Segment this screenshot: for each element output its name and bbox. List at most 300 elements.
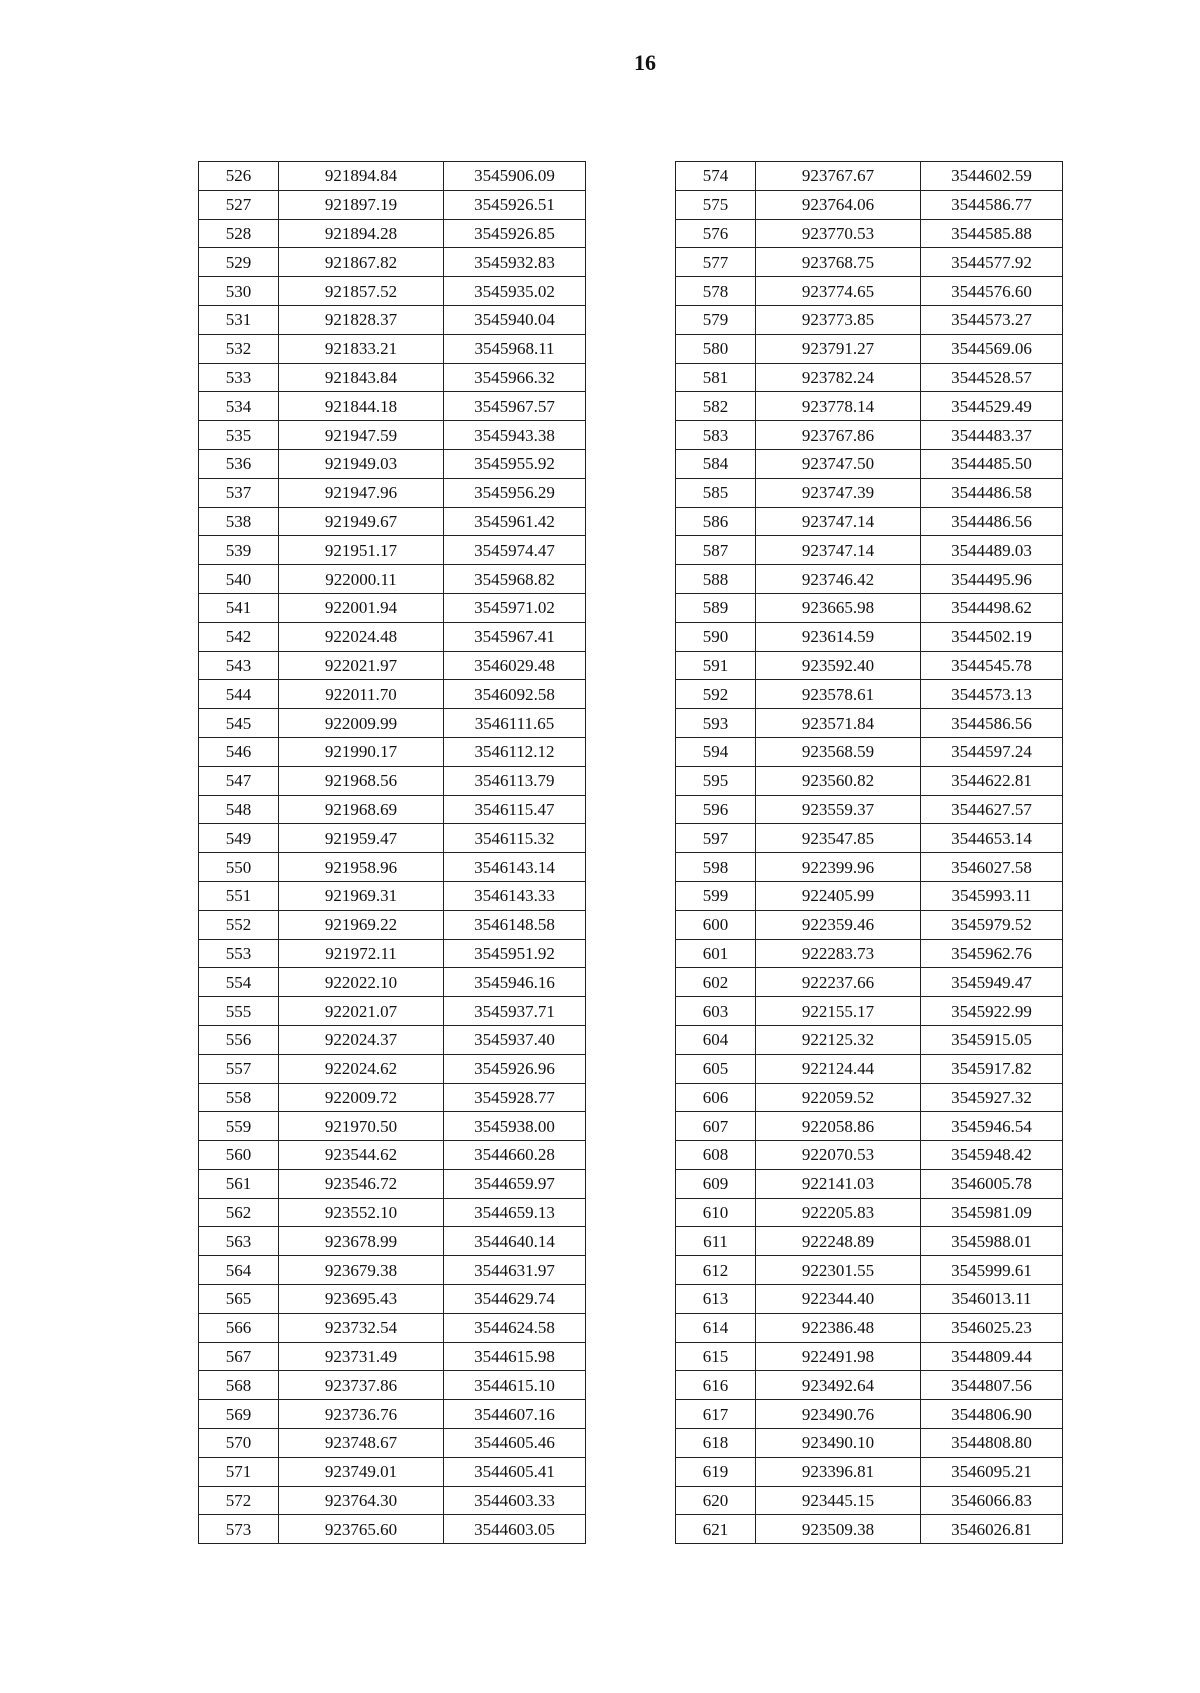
table-row xyxy=(676,997,1063,1026)
y-coordinate-cell: 3544603.33 xyxy=(444,1486,586,1515)
point-number-cell: 618 xyxy=(676,1429,756,1458)
y-coordinate-cell: 3544615.98 xyxy=(444,1342,586,1371)
x-coordinate-cell: 923732.54 xyxy=(279,1313,444,1342)
y-coordinate-cell: 3544653.14 xyxy=(921,824,1063,853)
point-number-cell: 612 xyxy=(676,1256,756,1285)
x-coordinate-cell: 923578.61 xyxy=(756,680,921,709)
table-row xyxy=(676,392,1063,421)
y-coordinate-cell: 3544631.97 xyxy=(444,1256,586,1285)
y-coordinate-cell: 3545988.01 xyxy=(921,1227,1063,1256)
table-row xyxy=(676,709,1063,738)
y-coordinate-cell: 3545917.82 xyxy=(921,1054,1063,1083)
y-coordinate-cell: 3545956.29 xyxy=(444,478,586,507)
table-row xyxy=(676,1227,1063,1256)
y-coordinate-cell: 3545981.09 xyxy=(921,1198,1063,1227)
y-coordinate-cell: 3545951.92 xyxy=(444,939,586,968)
x-coordinate-cell: 922024.48 xyxy=(279,622,444,651)
y-coordinate-cell: 3546095.21 xyxy=(921,1457,1063,1486)
y-coordinate-cell: 3545993.11 xyxy=(921,881,1063,910)
table-row xyxy=(676,1256,1063,1285)
x-coordinate-cell: 923665.98 xyxy=(756,593,921,622)
point-number-cell: 539 xyxy=(199,536,279,565)
point-number-cell: 604 xyxy=(676,1025,756,1054)
x-coordinate-cell: 922024.37 xyxy=(279,1025,444,1054)
table-row xyxy=(199,1313,586,1342)
x-coordinate-cell: 922155.17 xyxy=(756,997,921,1026)
point-number-cell: 617 xyxy=(676,1400,756,1429)
point-number-cell: 585 xyxy=(676,478,756,507)
table-row xyxy=(199,737,586,766)
point-number-cell: 533 xyxy=(199,363,279,392)
point-number-cell: 548 xyxy=(199,795,279,824)
table-row xyxy=(676,1025,1063,1054)
y-coordinate-cell: 3544502.19 xyxy=(921,622,1063,651)
point-number-cell: 611 xyxy=(676,1227,756,1256)
x-coordinate-cell: 923764.06 xyxy=(756,190,921,219)
table-row xyxy=(676,881,1063,910)
point-number-cell: 610 xyxy=(676,1198,756,1227)
x-coordinate-cell: 922022.10 xyxy=(279,968,444,997)
y-coordinate-cell: 3545962.76 xyxy=(921,939,1063,968)
table-row xyxy=(199,449,586,478)
table-row xyxy=(199,910,586,939)
table-row xyxy=(199,1486,586,1515)
table-row xyxy=(199,1429,586,1458)
table-row xyxy=(676,939,1063,968)
point-number-cell: 575 xyxy=(676,190,756,219)
point-number-cell: 583 xyxy=(676,421,756,450)
table-row xyxy=(676,1486,1063,1515)
table-row xyxy=(199,1400,586,1429)
x-coordinate-cell: 922021.07 xyxy=(279,997,444,1026)
table-row xyxy=(199,162,586,191)
table-row xyxy=(676,507,1063,536)
x-coordinate-cell: 923552.10 xyxy=(279,1198,444,1227)
point-number-cell: 567 xyxy=(199,1342,279,1371)
x-coordinate-cell: 922344.40 xyxy=(756,1285,921,1314)
y-coordinate-cell: 3544486.58 xyxy=(921,478,1063,507)
y-coordinate-cell: 3545974.47 xyxy=(444,536,586,565)
point-number-cell: 547 xyxy=(199,766,279,795)
point-number-cell: 536 xyxy=(199,449,279,478)
y-coordinate-cell: 3544659.97 xyxy=(444,1169,586,1198)
x-coordinate-cell: 922283.73 xyxy=(756,939,921,968)
x-coordinate-cell: 921833.21 xyxy=(279,334,444,363)
y-coordinate-cell: 3545967.57 xyxy=(444,392,586,421)
table-row xyxy=(676,334,1063,363)
y-coordinate-cell: 3544809.44 xyxy=(921,1342,1063,1371)
y-coordinate-cell: 3546005.78 xyxy=(921,1169,1063,1198)
table-row xyxy=(676,1429,1063,1458)
y-coordinate-cell: 3546143.33 xyxy=(444,881,586,910)
x-coordinate-cell: 923747.14 xyxy=(756,507,921,536)
y-coordinate-cell: 3545966.32 xyxy=(444,363,586,392)
point-number-cell: 613 xyxy=(676,1285,756,1314)
y-coordinate-cell: 3544607.16 xyxy=(444,1400,586,1429)
table-row xyxy=(676,248,1063,277)
point-number-cell: 584 xyxy=(676,449,756,478)
table-row xyxy=(199,680,586,709)
x-coordinate-cell: 922021.97 xyxy=(279,651,444,680)
point-number-cell: 579 xyxy=(676,305,756,334)
x-coordinate-cell: 922301.55 xyxy=(756,1256,921,1285)
x-coordinate-cell: 921947.59 xyxy=(279,421,444,450)
point-number-cell: 573 xyxy=(199,1515,279,1544)
table-row xyxy=(676,565,1063,594)
point-number-cell: 598 xyxy=(676,853,756,882)
point-number-cell: 569 xyxy=(199,1400,279,1429)
table-row xyxy=(199,507,586,536)
table-row xyxy=(199,853,586,882)
x-coordinate-cell: 921958.96 xyxy=(279,853,444,882)
y-coordinate-cell: 3544605.41 xyxy=(444,1457,586,1486)
table-row xyxy=(676,478,1063,507)
point-number-cell: 594 xyxy=(676,737,756,766)
x-coordinate-cell: 923546.72 xyxy=(279,1169,444,1198)
table-row xyxy=(676,1054,1063,1083)
point-number-cell: 620 xyxy=(676,1486,756,1515)
coordinates-table-right xyxy=(675,161,1063,1544)
table-row xyxy=(199,1371,586,1400)
table-row xyxy=(199,622,586,651)
x-coordinate-cell: 922125.32 xyxy=(756,1025,921,1054)
y-coordinate-cell: 3544495.96 xyxy=(921,565,1063,594)
y-coordinate-cell: 3545979.52 xyxy=(921,910,1063,939)
point-number-cell: 558 xyxy=(199,1083,279,1112)
table-row xyxy=(676,622,1063,651)
y-coordinate-cell: 3544576.60 xyxy=(921,277,1063,306)
y-coordinate-cell: 3544615.10 xyxy=(444,1371,586,1400)
point-number-cell: 607 xyxy=(676,1112,756,1141)
point-number-cell: 576 xyxy=(676,219,756,248)
table-row xyxy=(199,1342,586,1371)
table-row xyxy=(199,881,586,910)
x-coordinate-cell: 922359.46 xyxy=(756,910,921,939)
table-row xyxy=(199,1457,586,1486)
y-coordinate-cell: 3545946.16 xyxy=(444,968,586,997)
y-coordinate-cell: 3545940.04 xyxy=(444,305,586,334)
table-row xyxy=(676,737,1063,766)
y-coordinate-cell: 3545927.32 xyxy=(921,1083,1063,1112)
y-coordinate-cell: 3546112.12 xyxy=(444,737,586,766)
table-row xyxy=(676,363,1063,392)
x-coordinate-cell: 922058.86 xyxy=(756,1112,921,1141)
x-coordinate-cell: 923679.38 xyxy=(279,1256,444,1285)
point-number-cell: 551 xyxy=(199,881,279,910)
x-coordinate-cell: 921867.82 xyxy=(279,248,444,277)
x-coordinate-cell: 922024.62 xyxy=(279,1054,444,1083)
table-row xyxy=(676,449,1063,478)
point-number-cell: 606 xyxy=(676,1083,756,1112)
table-row xyxy=(676,536,1063,565)
y-coordinate-cell: 3545955.92 xyxy=(444,449,586,478)
x-coordinate-cell: 923492.64 xyxy=(756,1371,921,1400)
y-coordinate-cell: 3545937.40 xyxy=(444,1025,586,1054)
table-row xyxy=(676,651,1063,680)
y-coordinate-cell: 3544622.81 xyxy=(921,766,1063,795)
point-number-cell: 565 xyxy=(199,1285,279,1314)
point-number-cell: 572 xyxy=(199,1486,279,1515)
point-number-cell: 619 xyxy=(676,1457,756,1486)
x-coordinate-cell: 922399.96 xyxy=(756,853,921,882)
coordinates-table-left xyxy=(198,161,586,1544)
table-row xyxy=(199,219,586,248)
x-coordinate-cell: 923571.84 xyxy=(756,709,921,738)
table-row xyxy=(199,1083,586,1112)
point-number-cell: 621 xyxy=(676,1515,756,1544)
point-number-cell: 557 xyxy=(199,1054,279,1083)
table-row xyxy=(199,1515,586,1544)
y-coordinate-cell: 3544629.74 xyxy=(444,1285,586,1314)
table-row xyxy=(676,1198,1063,1227)
table-row xyxy=(199,1285,586,1314)
y-coordinate-cell: 3546066.83 xyxy=(921,1486,1063,1515)
x-coordinate-cell: 923731.49 xyxy=(279,1342,444,1371)
table-row xyxy=(199,392,586,421)
y-coordinate-cell: 3545968.82 xyxy=(444,565,586,594)
x-coordinate-cell: 923560.82 xyxy=(756,766,921,795)
point-number-cell: 527 xyxy=(199,190,279,219)
point-number-cell: 534 xyxy=(199,392,279,421)
y-coordinate-cell: 3545948.42 xyxy=(921,1141,1063,1170)
x-coordinate-cell: 923746.42 xyxy=(756,565,921,594)
point-number-cell: 532 xyxy=(199,334,279,363)
table-row xyxy=(676,1112,1063,1141)
table-row xyxy=(676,1400,1063,1429)
y-coordinate-cell: 3545922.99 xyxy=(921,997,1063,1026)
table-row xyxy=(199,593,586,622)
table-row xyxy=(676,795,1063,824)
x-coordinate-cell: 921990.17 xyxy=(279,737,444,766)
point-number-cell: 605 xyxy=(676,1054,756,1083)
point-number-cell: 556 xyxy=(199,1025,279,1054)
y-coordinate-cell: 3546027.58 xyxy=(921,853,1063,882)
table-row xyxy=(199,1198,586,1227)
table-row xyxy=(676,277,1063,306)
x-coordinate-cell: 922124.44 xyxy=(756,1054,921,1083)
x-coordinate-cell: 923747.14 xyxy=(756,536,921,565)
table-row xyxy=(676,305,1063,334)
y-coordinate-cell: 3545926.85 xyxy=(444,219,586,248)
table-row xyxy=(199,709,586,738)
x-coordinate-cell: 922059.52 xyxy=(756,1083,921,1112)
point-number-cell: 553 xyxy=(199,939,279,968)
point-number-cell: 541 xyxy=(199,593,279,622)
x-coordinate-cell: 921949.03 xyxy=(279,449,444,478)
point-number-cell: 526 xyxy=(199,162,279,191)
y-coordinate-cell: 3544577.92 xyxy=(921,248,1063,277)
point-number-cell: 563 xyxy=(199,1227,279,1256)
table-row xyxy=(676,1342,1063,1371)
y-coordinate-cell: 3546026.81 xyxy=(921,1515,1063,1544)
y-coordinate-cell: 3544624.58 xyxy=(444,1313,586,1342)
x-coordinate-cell: 923768.75 xyxy=(756,248,921,277)
y-coordinate-cell: 3546143.14 xyxy=(444,853,586,882)
table-row xyxy=(676,190,1063,219)
table-row xyxy=(199,795,586,824)
point-number-cell: 582 xyxy=(676,392,756,421)
point-number-cell: 546 xyxy=(199,737,279,766)
x-coordinate-cell: 922001.94 xyxy=(279,593,444,622)
point-number-cell: 535 xyxy=(199,421,279,450)
x-coordinate-cell: 921959.47 xyxy=(279,824,444,853)
x-coordinate-cell: 923764.30 xyxy=(279,1486,444,1515)
x-coordinate-cell: 923767.67 xyxy=(756,162,921,191)
y-coordinate-cell: 3545932.83 xyxy=(444,248,586,277)
y-coordinate-cell: 3546111.65 xyxy=(444,709,586,738)
point-number-cell: 564 xyxy=(199,1256,279,1285)
table-row xyxy=(676,824,1063,853)
x-coordinate-cell: 922405.99 xyxy=(756,881,921,910)
y-coordinate-cell: 3545967.41 xyxy=(444,622,586,651)
point-number-cell: 559 xyxy=(199,1112,279,1141)
x-coordinate-cell: 923614.59 xyxy=(756,622,921,651)
y-coordinate-cell: 3544573.27 xyxy=(921,305,1063,334)
x-coordinate-cell: 922070.53 xyxy=(756,1141,921,1170)
x-coordinate-cell: 923695.43 xyxy=(279,1285,444,1314)
table-row xyxy=(199,1227,586,1256)
y-coordinate-cell: 3546092.58 xyxy=(444,680,586,709)
point-number-cell: 580 xyxy=(676,334,756,363)
table-row xyxy=(199,478,586,507)
point-number-cell: 562 xyxy=(199,1198,279,1227)
y-coordinate-cell: 3545943.38 xyxy=(444,421,586,450)
x-coordinate-cell: 921894.84 xyxy=(279,162,444,191)
x-coordinate-cell: 923770.53 xyxy=(756,219,921,248)
y-coordinate-cell: 3544573.13 xyxy=(921,680,1063,709)
y-coordinate-cell: 3546013.11 xyxy=(921,1285,1063,1314)
point-number-cell: 560 xyxy=(199,1141,279,1170)
point-number-cell: 592 xyxy=(676,680,756,709)
y-coordinate-cell: 3544597.24 xyxy=(921,737,1063,766)
y-coordinate-cell: 3544529.49 xyxy=(921,392,1063,421)
x-coordinate-cell: 923747.39 xyxy=(756,478,921,507)
x-coordinate-cell: 923773.85 xyxy=(756,305,921,334)
x-coordinate-cell: 922141.03 xyxy=(756,1169,921,1198)
x-coordinate-cell: 923748.67 xyxy=(279,1429,444,1458)
point-number-cell: 577 xyxy=(676,248,756,277)
x-coordinate-cell: 921970.50 xyxy=(279,1112,444,1141)
table-row xyxy=(199,1169,586,1198)
point-number-cell: 570 xyxy=(199,1429,279,1458)
table-row xyxy=(676,680,1063,709)
y-coordinate-cell: 3545906.09 xyxy=(444,162,586,191)
point-number-cell: 591 xyxy=(676,651,756,680)
y-coordinate-cell: 3545926.51 xyxy=(444,190,586,219)
point-number-cell: 602 xyxy=(676,968,756,997)
x-coordinate-cell: 923490.76 xyxy=(756,1400,921,1429)
y-coordinate-cell: 3544605.46 xyxy=(444,1429,586,1458)
y-coordinate-cell: 3544807.56 xyxy=(921,1371,1063,1400)
x-coordinate-cell: 921857.52 xyxy=(279,277,444,306)
table-row xyxy=(199,190,586,219)
x-coordinate-cell: 921843.84 xyxy=(279,363,444,392)
point-number-cell: 555 xyxy=(199,997,279,1026)
table-row xyxy=(199,1112,586,1141)
table-row xyxy=(676,593,1063,622)
point-number-cell: 571 xyxy=(199,1457,279,1486)
point-number-cell: 586 xyxy=(676,507,756,536)
point-number-cell: 608 xyxy=(676,1141,756,1170)
y-coordinate-cell: 3544603.05 xyxy=(444,1515,586,1544)
point-number-cell: 601 xyxy=(676,939,756,968)
x-coordinate-cell: 921969.31 xyxy=(279,881,444,910)
point-number-cell: 614 xyxy=(676,1313,756,1342)
x-coordinate-cell: 923396.81 xyxy=(756,1457,921,1486)
point-number-cell: 599 xyxy=(676,881,756,910)
y-coordinate-cell: 3545949.47 xyxy=(921,968,1063,997)
point-number-cell: 545 xyxy=(199,709,279,738)
table-row xyxy=(199,421,586,450)
y-coordinate-cell: 3546115.47 xyxy=(444,795,586,824)
table-row xyxy=(199,766,586,795)
y-coordinate-cell: 3544660.28 xyxy=(444,1141,586,1170)
table-row xyxy=(199,939,586,968)
y-coordinate-cell: 3545935.02 xyxy=(444,277,586,306)
table-row xyxy=(199,277,586,306)
table-row xyxy=(676,1457,1063,1486)
x-coordinate-cell: 921828.37 xyxy=(279,305,444,334)
point-number-cell: 542 xyxy=(199,622,279,651)
table-row xyxy=(199,651,586,680)
table-row xyxy=(676,1141,1063,1170)
table-row xyxy=(676,910,1063,939)
point-number-cell: 615 xyxy=(676,1342,756,1371)
y-coordinate-cell: 3544485.50 xyxy=(921,449,1063,478)
table-row xyxy=(676,1371,1063,1400)
y-coordinate-cell: 3545915.05 xyxy=(921,1025,1063,1054)
y-coordinate-cell: 3544569.06 xyxy=(921,334,1063,363)
x-coordinate-cell: 923490.10 xyxy=(756,1429,921,1458)
table-row xyxy=(199,565,586,594)
table-row xyxy=(676,1515,1063,1544)
y-coordinate-cell: 3545937.71 xyxy=(444,997,586,1026)
point-number-cell: 528 xyxy=(199,219,279,248)
table-row xyxy=(199,997,586,1026)
point-number-cell: 587 xyxy=(676,536,756,565)
point-number-cell: 537 xyxy=(199,478,279,507)
table-row xyxy=(676,1169,1063,1198)
x-coordinate-cell: 923736.76 xyxy=(279,1400,444,1429)
table-row xyxy=(199,334,586,363)
y-coordinate-cell: 3545928.77 xyxy=(444,1083,586,1112)
point-number-cell: 596 xyxy=(676,795,756,824)
x-coordinate-cell: 923445.15 xyxy=(756,1486,921,1515)
x-coordinate-cell: 921968.69 xyxy=(279,795,444,824)
point-number-cell: 544 xyxy=(199,680,279,709)
x-coordinate-cell: 922237.66 xyxy=(756,968,921,997)
point-number-cell: 540 xyxy=(199,565,279,594)
point-number-cell: 578 xyxy=(676,277,756,306)
x-coordinate-cell: 923568.59 xyxy=(756,737,921,766)
table-row xyxy=(676,968,1063,997)
y-coordinate-cell: 3546113.79 xyxy=(444,766,586,795)
y-coordinate-cell: 3544806.90 xyxy=(921,1400,1063,1429)
x-coordinate-cell: 921844.18 xyxy=(279,392,444,421)
table-row xyxy=(199,968,586,997)
table-row xyxy=(676,1313,1063,1342)
point-number-cell: 593 xyxy=(676,709,756,738)
table-row xyxy=(199,1025,586,1054)
page-number: 16 xyxy=(634,50,656,75)
x-coordinate-cell: 921969.22 xyxy=(279,910,444,939)
x-coordinate-cell: 923559.37 xyxy=(756,795,921,824)
y-coordinate-cell: 3545999.61 xyxy=(921,1256,1063,1285)
y-coordinate-cell: 3544486.56 xyxy=(921,507,1063,536)
table-row xyxy=(199,248,586,277)
point-number-cell: 609 xyxy=(676,1169,756,1198)
y-coordinate-cell: 3544545.78 xyxy=(921,651,1063,680)
